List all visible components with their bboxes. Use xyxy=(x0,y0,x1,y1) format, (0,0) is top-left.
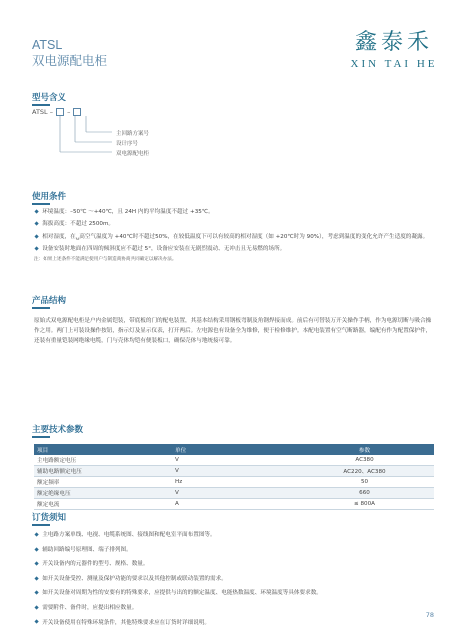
model-code-prefix: ATSL – xyxy=(32,108,53,116)
model-label-design: 设计序号 xyxy=(116,141,139,147)
table-row xyxy=(34,499,434,510)
list-item: 海拔高度：不超过 2500m。 xyxy=(34,219,439,227)
table-cell: 主电路额定电压 xyxy=(34,455,167,466)
structure-paragraph: 原始式双电源配电柜是户内金属铠装，带底板的门的配电装置，其基本结构采用钢板弯制及角钢焊接而成。前后有可替装万开关操作手柄，作为电源切断与吸合操作之用。两门上可装设操作按钮，指示灯及显示仪表，打开两后。左电源也有设备全为维修，便于检修维护。本配电装置有空气断路器，编配有作为配置保护件，还装有重量铠装网绝缘电缆，门与壳体均铠有便装板口，确保壳体与地统接可靠。 xyxy=(34,318,432,344)
list-item: 主电路方案单线、电视、电缆系统图、接线图和配电室平面布置图等。 xyxy=(34,530,439,538)
section-rule xyxy=(32,104,50,106)
order-list xyxy=(34,530,439,632)
table-header-value: 参数 xyxy=(295,444,434,455)
bullet-diamond-icon xyxy=(34,620,39,625)
bullet-diamond-icon xyxy=(34,605,39,610)
brand-name-en: XIN TAI HE xyxy=(350,58,438,70)
section-rule xyxy=(32,524,50,526)
section-title-structure: 产品结构 xyxy=(32,296,67,306)
table-row xyxy=(34,466,434,477)
table-header-row xyxy=(34,444,434,455)
section-title-params: 主要技术参数 xyxy=(32,425,84,435)
table-cell: 额定电流 xyxy=(34,499,167,510)
table-row xyxy=(34,488,434,499)
params-table xyxy=(34,444,434,510)
product-title: 双电源配电柜 xyxy=(32,53,108,68)
table-row xyxy=(34,455,434,466)
bullet-diamond-icon xyxy=(34,591,39,596)
conditions-list xyxy=(34,207,439,262)
model-code-separator: – xyxy=(67,108,71,116)
table-cell: V xyxy=(167,455,295,466)
page-number: 78 xyxy=(425,611,434,619)
table-cell: Hz xyxy=(167,477,295,488)
list-item: 设备安装时地面在四周的倾斜度应不超过 5°，设备应安装在无剧烈震动、无冲击且无易燃的场所。 xyxy=(34,244,439,252)
list-item: 开关设备使用在特殊环境条件，其他特殊要求应在订货时详细说明。 xyxy=(34,618,439,626)
table-row xyxy=(34,477,434,488)
list-item: 需要附件、备件时，应提出相应数量。 xyxy=(34,603,439,611)
list-item: 相对湿度，在␣高空气温度为 +40℃时不超过50%，在较低温度下可以有较高的相对湿度（如 +20℃时为 90%），考虑到温度的变化允许产生适度的凝露。 xyxy=(34,232,439,240)
section-title-model: 型号含义 xyxy=(32,93,67,103)
conditions-note: 注：如果上述条件不能满足使用户与制造商协商共同确定以解决办法。 xyxy=(34,257,177,263)
model-code xyxy=(32,108,82,116)
section-title-order: 订货须知 xyxy=(32,513,67,523)
model-label-type: 双电源配电柜 xyxy=(116,151,150,157)
table-cell: 660 xyxy=(295,488,434,499)
list-item: 如开关设备受控、测量及保护功能的要求以及其他控制或联动装置的需求。 xyxy=(34,574,439,582)
list-item: 环境温度：–50℃ ～+40℃，且 24H 内的平均温度不超过 +35℃。 xyxy=(34,207,439,215)
model-slot-box xyxy=(56,108,64,116)
table-cell: 50 xyxy=(295,477,434,488)
section-rule xyxy=(32,307,50,309)
bullet-diamond-icon xyxy=(34,576,39,581)
section-rule xyxy=(32,436,50,438)
table-header-item: 项目 xyxy=(34,444,167,455)
model-slot-box xyxy=(73,108,81,116)
brand-logo xyxy=(344,30,444,70)
list-item: 如开关设备对周期为性的安要有的特殊要求，应提供与出的的额定温度、电能热数温度、环境温度等具体要求数。 xyxy=(34,588,439,596)
section-rule xyxy=(32,203,50,205)
table-cell: 辅助电路额定电压 xyxy=(34,466,167,477)
section-title-conditions: 使用条件 xyxy=(32,192,67,202)
table-cell: A xyxy=(167,499,295,510)
list-item: 开关设备内的元器件的型号、规格、数量。 xyxy=(34,559,439,567)
bullet-diamond-icon xyxy=(34,209,39,214)
table-cell: AC220、AC380 xyxy=(295,466,434,477)
table-cell: 额定频率 xyxy=(34,477,167,488)
bullet-diamond-icon xyxy=(34,561,39,566)
bullet-diamond-icon xyxy=(34,547,39,552)
bullet-diamond-icon xyxy=(34,222,39,227)
product-code: ATSL xyxy=(32,38,63,52)
model-label-scheme: 主回路方案号 xyxy=(116,131,150,137)
bullet-diamond-icon xyxy=(34,234,39,239)
table-cell: ≤ 800A xyxy=(295,499,434,510)
table-cell: AC380 xyxy=(295,455,434,466)
brand-name-cn: 鑫泰禾 xyxy=(354,30,433,55)
table-cell: V xyxy=(167,488,295,499)
table-cell: V xyxy=(167,466,295,477)
table-cell: 额定绝缘电压 xyxy=(34,488,167,499)
bullet-diamond-icon xyxy=(34,532,39,537)
bullet-diamond-icon xyxy=(34,246,39,251)
document-header xyxy=(32,38,107,68)
table-header-unit: 单位 xyxy=(167,444,295,455)
list-item: 辅助回路编号原理图、端子排列图。 xyxy=(34,545,439,553)
